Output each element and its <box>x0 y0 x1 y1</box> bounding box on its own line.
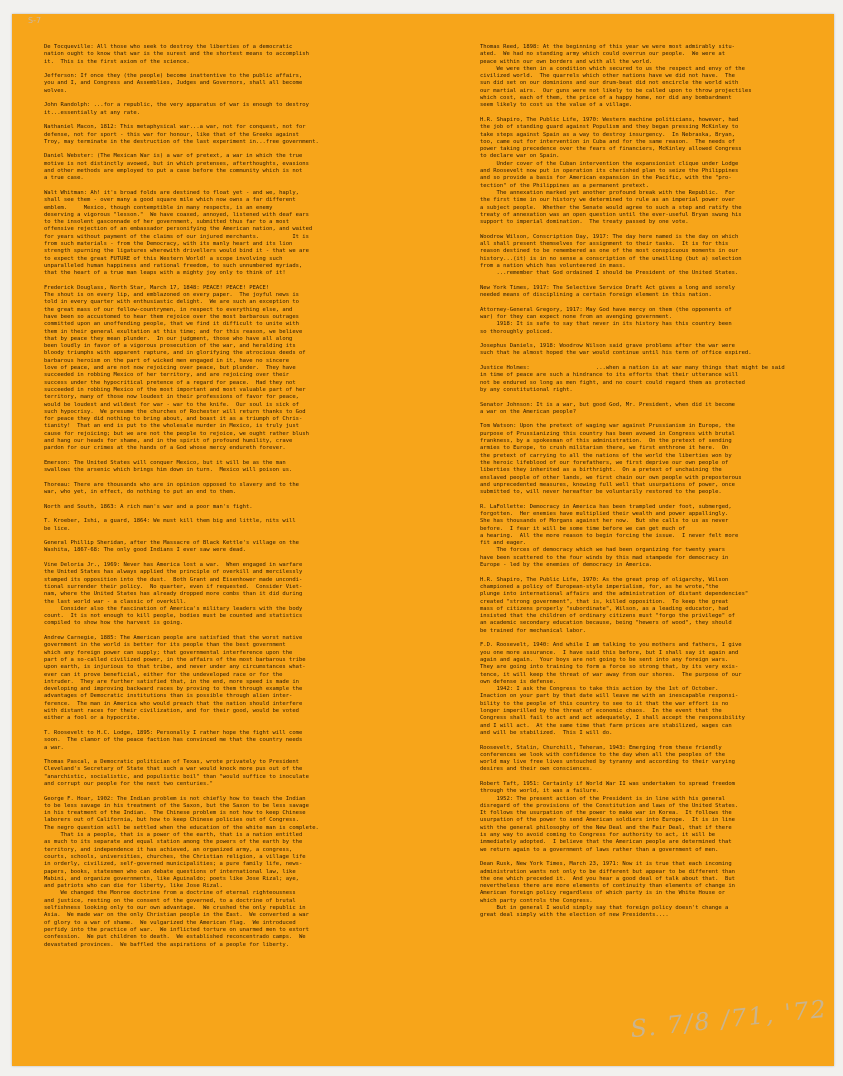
quote-line: De Tocqueville: All those who seek to destroy the liberties of a democratic <box>44 44 293 50</box>
quote-line: deserving a vigorous "lesson." We have coaxed, annoyed, listened with deaf ears <box>44 211 309 218</box>
quote-line: which party controls the Congress. <box>480 897 593 904</box>
quote-line: such hypocrisy. We presume the churches of Rochester will return thanks to God <box>44 408 306 415</box>
quote-paragraph <box>44 796 436 949</box>
quote-line: the one which preceded it. And you hear a good deal of talk about that. But <box>480 875 735 882</box>
quote-line: cause for rejoicing; but we are not the people to rejoice, we ought rather blush <box>44 430 309 437</box>
quote-paragraph <box>44 518 436 533</box>
quote-line: The negro question will be settled when the education of the white man is complete. <box>44 824 319 831</box>
quote-line: conferences we look with confidence to the day when all the peoples of the <box>480 751 726 758</box>
quote-line: love of peace, and are not now rejoicing over peace, but plunder. They have <box>44 365 296 372</box>
quote-line: Roosevelt, Stalin, Churchill, Teheran, 1943: Emerging from these friendly <box>480 744 722 751</box>
quote-paragraph <box>44 562 436 628</box>
quote-line: Senator Johnson: It is a war, but good God, Mr. President, when did it become <box>480 401 735 408</box>
quote-line: We changed the Monroe doctrine from a doctrine of eternal righteousness <box>44 890 296 897</box>
quote-paragraph <box>44 285 436 453</box>
quote-line: devastated provinces. We baffled the aspirations of a people for liberty. <box>44 941 290 948</box>
quote-line: ever can it prove beneficial, either for the undeveloped race or for the <box>44 671 283 678</box>
quote-paragraph <box>44 153 436 182</box>
quote-line: it...essentially at any rate. <box>44 109 141 116</box>
quote-line: ...remember that God ordained I should be President of the United States. <box>480 270 739 277</box>
quote-line: 1942: I ask the Congress to take this action by the 1st of October. <box>480 686 719 693</box>
quote-line: a subject people. Whether the Senate would agree to such a step and ratify the <box>480 204 742 211</box>
quote-line: war) for they can expect none from an avenging government. <box>480 313 673 320</box>
quote-line: "anarchistic, socialistic, and populistic boil" than "would suffice to inoculate <box>44 773 309 780</box>
quote-line: insisted that the children of ordinary citizens must "forgo the privilege" of <box>480 613 735 620</box>
quote-line: too, came out for intervention in Cuba and for the same reason. The needs of <box>480 138 735 145</box>
quote-line: stamped its opposition into the dust. Both Grant and Eisenhower made uncondi- <box>44 576 303 583</box>
quote-line: again and again. Your boys are not going to be sent into any foreign wars. <box>480 656 729 663</box>
quote-paragraph <box>44 460 436 475</box>
quote-line: fit and eager. <box>480 540 527 547</box>
quote-line: that by peace they mean plunder. In our judgment, those who have all along <box>44 335 293 342</box>
quote-paragraph <box>44 124 436 146</box>
quote-line: from a nation which has volunteered in mass. <box>480 262 626 269</box>
quote-line: R. LaFollette: Democracy in America has been trampled under foot, submerged, <box>480 503 732 510</box>
quote-line: territory, many of those now loudest in their professions of favor for peace, <box>44 394 299 401</box>
quote-line: treaty of annexation was an open question until the ever-useful Bryan swung his <box>480 211 742 218</box>
quote-paragraph <box>480 423 832 496</box>
quote-line: Thomas Reed, 1898: At the beginning of this year we were most admirably situ- <box>480 44 735 50</box>
quote-line: Vine Deloria Jr., 1969: Never has America lost a war. When engaged in warfare <box>44 562 303 569</box>
quote-paragraph <box>44 73 436 95</box>
quote-line: pardon for our crimes at the hands of a God whose mercy endureth forever. <box>44 445 286 452</box>
quote-line: 1918: It is safe to say that never in its history has this country been <box>480 321 732 328</box>
quote-line: T. Roosevelt to H.C. Lodge, 1895: Personally I rather hope the fight will come <box>44 729 303 736</box>
quote-line: administration wants not only to be different but appear to be different than <box>480 868 735 875</box>
quote-line: Justice Holmes: ...when a nation is at war many things that might be said <box>480 365 785 372</box>
quote-line: you one more assurance. I have said this before, but I shall say it again and <box>480 649 739 656</box>
quote-line: and will be stabilized. This I will do. <box>480 729 613 736</box>
quote-line: emblem. Mexico, though contemptible in many respects, is an enemy <box>44 204 273 211</box>
quote-line: Cleveland's Secretary of State that such a war would knock more pus out of the <box>44 766 303 773</box>
quote-line: succeeded in robbing Mexico of the most important and most valuable part of her <box>44 386 306 393</box>
quote-line: of glory to a war of shame. We vulgarized the American flag. We introduced <box>44 919 296 926</box>
quote-line: motive is not distinctly avowed, but in which pretenses, afterthoughts, evasions <box>44 160 309 167</box>
quote-line: Robert Taft, 1951: Certainly if World War II was undertaken to spread freedom <box>480 780 735 787</box>
quote-line: The forces of democracy which we had been organizing for twenty years <box>480 547 726 554</box>
quote-line: peace within our own borders and with all the world. <box>480 58 653 65</box>
quote-line: advantages of Democratic institutions than is possible through alien inter- <box>44 693 293 700</box>
quote-line: take steps against Spain as a way to destroy insurgency. In Nebraska, Bryan, <box>480 131 735 138</box>
quote-line: a war. <box>44 744 64 751</box>
quote-line: H.R. Shapiro, The Public Life, 1970: Western machine politicians, however, had <box>480 116 739 123</box>
quote-line: for years without payment of the claims of our injured merchants. It is <box>44 233 309 240</box>
quote-paragraph <box>44 504 436 511</box>
quote-line: them in their general exultation at this time; and for this reason, we believe <box>44 328 303 335</box>
quote-line: Under cover of the Cuban intervention the expansionist clique under Lodge <box>480 160 739 167</box>
quote-line: Josephus Daniels, 1918: Woodrow Wilson said grave problems after the war were <box>480 343 735 350</box>
quote-line: forgotten. Her enemies have multiplied their wealth and power appallingly. <box>480 511 729 517</box>
quote-line: New York Times, 1917: The Selective Service Draft Act gives a long and sorely <box>480 284 735 291</box>
quote-paragraph <box>480 861 832 919</box>
quote-line: strength spurning the ligatures wherewith drivellers would bind it - that we are <box>44 248 309 255</box>
quote-line: and unprecedented measures, knowing full well that usurpations of power, once <box>480 481 735 488</box>
quote-line: it. This is the first axiom of the science. <box>44 58 190 65</box>
quote-line: tence, it will keep the threat of war away from our shores. The purpose of our <box>480 671 742 678</box>
quote-line: Frederick Douglass, North Star, March 17, 1848: PEACE! PEACE! PEACE! <box>44 284 270 291</box>
quote-paragraph <box>44 44 436 66</box>
quote-line: nation ought to know that war is the surest and the shortest means to accomplish <box>44 51 309 58</box>
quote-line: and hang our heads for shame, and in the spirit of profound humility, crave <box>44 438 293 445</box>
quote-line: our martial airs. Our guns were not likely to be called upon to throw projectiles <box>480 87 752 94</box>
quote-line: all shall present themselves for assignment to their tasks. It is for this <box>480 241 729 248</box>
quote-line: selfishness looking only to our own advantage. We crushed the only republic in <box>44 905 306 912</box>
quote-line: usurpation of the power to send American soldiers into Europe. It is in line <box>480 817 735 824</box>
quote-line: It follows the usurpation of the power to make war in Korea. It follows the <box>480 810 732 817</box>
quote-line: Congress shall fail to act and act adequately, I shall accept the responsibility <box>480 715 745 722</box>
quote-line: frankness, by a spokesman of this administration. On the pretext of sending <box>480 438 732 445</box>
quote-paragraph <box>480 307 832 336</box>
quote-line: compiled to show how the harvest is going. <box>44 620 184 627</box>
quote-line: own defense is defense. <box>480 678 557 685</box>
quote-line: soon. The clamor of the peace faction has convinced me that the country needs <box>44 737 303 744</box>
quote-line: shall see them - over many a good square mile which now owns a far different <box>44 197 296 204</box>
quote-line: the last world war - a classic of overkill. <box>44 598 187 605</box>
quote-line: the great mass of our fellow-countrymen, in respect to everything else, and <box>44 306 293 313</box>
quote-line: from such materials - from the Democracy, with its manly heart and its lion <box>44 241 293 248</box>
quote-line: F.D. Roosevelt, 1940: And while I am talking to you mothers and fathers, I give <box>480 642 742 649</box>
quote-paragraph <box>480 577 832 635</box>
quote-paragraph <box>480 745 832 774</box>
quote-line: reason destined to be remembered as one of the most conspicuous moments in our <box>480 248 739 255</box>
quote-line: Europe - led by the enemies of democracy in America. <box>480 562 653 569</box>
quote-line: count. It is not enough to kill people, bodies must be counted and statistics <box>44 613 303 620</box>
quote-line: to the insolent gasconnade of her government, submitted thus far to a most <box>44 219 290 226</box>
quote-line: power taking precedence over the fears of financiers, McKinley allowed Congress <box>480 146 742 153</box>
quote-line: with distant races for their civilization, and for their good, would be voted <box>44 708 299 715</box>
quote-line: in time of peace are such a hindrance to its efforts that their utterance will <box>480 372 739 379</box>
quote-line: bility to the people of this country to see to it that the war effort is no <box>480 700 729 707</box>
quote-line: to be less savage in his treatment of the Saxon, but the Saxon to be less savage <box>44 802 309 809</box>
quote-line: They are going into training to form a force so strong that, by its very exis- <box>480 664 739 671</box>
quote-paragraph <box>480 365 832 394</box>
quote-line: territory, and independence it has achieved, an organized army, a congress, <box>44 846 293 853</box>
quote-line: George F. Hoar, 1902: The Indian problem is not chiefly how to teach the Indian <box>44 795 306 802</box>
quote-line: Daniel Webster: (The Mexican War is) a war of pretext, a war in which the true <box>44 153 303 160</box>
quote-line: The shout is on every lip, and emblazoned on every paper. The joyful news is <box>44 292 299 299</box>
quote-paragraph <box>44 482 436 497</box>
quote-line: intruder. They are further satisfied that, in the end, more speed is made in <box>44 678 299 685</box>
quote-line: as much to its separate and equal station among the powers of the earth by the <box>44 839 303 846</box>
quote-line: mass of citizens properly "subordinate", Wilson, as a leading educator, had <box>480 605 729 612</box>
quote-line: longer imperilled by the threat of economic chaos. In the event that the <box>480 708 722 715</box>
quote-line: created "strong government", that is, killed opposition. To keep the great <box>480 598 729 605</box>
quote-line: John Randolph: ...for a republic, the very apparatus of war is enough to destroy <box>44 102 309 109</box>
quote-line: world may live free lives untouched by tyranny and according to their varying <box>480 759 735 766</box>
quote-line: with the general philosophy of the New Deal and the Fair Deal, that if there <box>480 824 732 831</box>
quote-line: sun did set on our dominions and our drum-beat did not encircle the world with <box>480 80 739 87</box>
quote-line: have been scattered to the four winds by this mad stampede for democracy in <box>480 554 729 561</box>
quote-paragraph <box>480 781 832 854</box>
quote-line: and Roosevelt now put in operation its cherished plan to seize the Philippines <box>480 168 739 175</box>
quote-line: and corrupt our people for the next two centuries." <box>44 780 213 787</box>
quote-paragraph <box>480 285 832 300</box>
quote-line: immediately adopted. I believe that the American people are determined that <box>480 839 732 846</box>
quote-line: Inaction on your part by that date will leave me with an inescapable responsi- <box>480 693 739 700</box>
quote-line: that the heart of a true man leaps with a mighty joy only to think of it! <box>44 270 286 277</box>
quote-paragraph <box>44 759 436 788</box>
quote-paragraph <box>480 234 832 278</box>
quote-line: nam, where the United States has already dropped more combs than it did during <box>44 591 303 598</box>
quote-line: offensive rejection of an embassador personifying the American nation, and waited <box>44 226 313 233</box>
quote-line: and I will act. At the same time that farm prices are stabilized, wages can <box>480 722 732 729</box>
quote-line: needed means of disciplining a certain foreign element in this nation. <box>480 292 712 299</box>
quote-line: Emerson: The United States will conquer Mexico, but it will be as the man <box>44 459 286 466</box>
quote-line: to expect the great FUTURE of this Western World! a scope involving such <box>44 255 283 262</box>
quote-line: be lice. <box>44 525 71 532</box>
quote-line: is any way to avoid coming to Congress for authority to act, it will be <box>480 832 716 839</box>
quote-line: in orderly, civilized, self-governed municipalities; a pure family life, news- <box>44 861 303 868</box>
quote-line: defense, not for sport - this war for honour, like that of the Greeks against <box>44 131 299 138</box>
quote-line: so thoroughly policed. <box>480 328 553 335</box>
quote-line: wolves. <box>44 87 68 94</box>
quote-line: and patriots who can die for liberty, like Jose Rizal. <box>44 883 223 890</box>
quote-paragraph <box>480 642 832 737</box>
quote-line: war, who yet, in effect, do nothing to put an end to them. <box>44 489 237 496</box>
quote-line: an academic secondary education because, being "hewers of wood", they should <box>480 620 732 627</box>
quote-line: and so provide a basis for American expansion in the Pacific, with the "pro- <box>480 175 732 182</box>
quote-line: and other methods are employed to put a case before the community which is not <box>44 168 303 175</box>
quote-line: The annexation marked yet another profound break with the Republic. For <box>480 189 735 196</box>
quote-line: through the world, it was a failure. <box>480 788 600 795</box>
quote-line: succeeded in robbing Mexico of her territory, and are rejoicing over their <box>44 372 290 379</box>
quote-line: a true case. <box>44 175 84 182</box>
orange-printed-sheet <box>12 14 834 1066</box>
quote-line: laborers out of California, but how to keep Chinese policies out of Congress. <box>44 817 299 824</box>
quote-line: developing and improving backward races by proving to them through example the <box>44 686 303 693</box>
quote-line: government in the world is better for its people than the best government <box>44 642 286 649</box>
quote-line: Thomas Pascal, a Democratic politician of Texas, wrote privately to President <box>44 759 299 766</box>
quote-line: ated. We had no standing army which could overrun our people. We were at <box>480 51 726 58</box>
quote-line: Tom Watson: Upon the pretext of waging war against Prussianism in Europe, the <box>480 423 735 430</box>
quote-line: Troy, may terminate in the destruction of the last experiment in...free government. <box>44 138 319 145</box>
quote-line: been loudly in favor of a vigorous prosecution of the war, and heralding its <box>44 343 296 350</box>
right-text-column <box>480 44 832 927</box>
quote-line: such that he almost hoped the war would continue until his term of office expired. <box>480 350 752 357</box>
quote-line: the pretext of carrying to all the nations of the world the liberties won by <box>480 452 732 459</box>
quote-line: part of a so-called civilized power, in the affairs of the most barbarous tribe <box>44 656 306 663</box>
quote-line: nevertheless there are more elements of continuity than elements of change in <box>480 883 735 890</box>
quote-line: to declare war on Spain. <box>480 153 560 160</box>
quote-line: purpose of Prussianizing this country has been avowed in Congress with brutal <box>480 430 735 437</box>
quote-paragraph <box>480 343 832 358</box>
quote-line: Andrew Carnegie, 1885: The American people are satisfied that the worst native <box>44 635 303 642</box>
quote-line: General Phillip Sheridan, after the Massacre of Black Kettle's village on the <box>44 540 299 547</box>
quote-line: Walt Whitman: Ah! it's broad folds are destined to float yet - and we, haply, <box>44 189 299 196</box>
quote-paragraph <box>44 102 436 117</box>
quote-line: But in general I would simply say that foreign policy doesn't change a <box>480 905 729 912</box>
quote-line: before. I fear it will be some time before we can get much of <box>480 525 686 532</box>
quote-line: championed a policy of European-style imperialism, for, as he wrote,"the <box>480 583 719 590</box>
quote-line: committed upon an unoffending people, that we find it difficult to unite with <box>44 321 299 328</box>
quote-line: submitted to, will never hereafter be voluntarily restored to the people. <box>480 489 722 496</box>
quote-line: and justice, resting on the consent of the governed, to a doctrine of brutal <box>44 897 296 904</box>
quote-line: desires and their own consciences. <box>480 766 593 773</box>
quote-line: have been so accustomed to hear them rejoice over the most barbarous outrages <box>44 313 299 320</box>
quote-line: be trained for mechanical labor. <box>480 627 586 634</box>
quote-line: We were then in a condition which secured to us the respect and envy of the <box>480 65 745 72</box>
quote-line: T. Kroeber, Ishi, a guard, 1864: We must kill them big and little, nits will <box>44 518 296 525</box>
quote-line: courts, schools, universities, churches, the Christian religion, a village life <box>44 853 306 860</box>
quote-line: Dean Rusk, New York Times, March 23, 1971: Now it is true that each incoming <box>480 861 732 868</box>
quote-line: confession. We put children to death. We established reconcentrado camps. We <box>44 934 306 941</box>
quote-line: H.R. Shapiro, The Public Life, 1970: As the great prop of oligarchy, Wilson <box>480 576 729 583</box>
quote-line: American foreign policy regardless of which party is in the White House or <box>480 890 726 897</box>
quote-line: seem likely to cost us the value of a village. <box>480 102 633 109</box>
quote-line: 1952: The present action of the President is in line with his general <box>480 795 726 802</box>
quote-line: a hearing. All the more reason to begin forcing the issue. I never felt more <box>480 532 739 539</box>
quote-line: unparalleled human happiness and rational freedom, to such unnumbered myriads, <box>44 262 303 269</box>
quote-paragraph <box>44 730 436 752</box>
quote-line: tional surrender their policy. No quarter, even if requested. Consider Viet- <box>44 583 303 590</box>
quote-line: She has thousands of Morgans against her now. But she calls to us as never <box>480 518 729 525</box>
quote-line: for peace they did nothing to bring about, and boast it as a triumph of Chris- <box>44 416 303 423</box>
quote-line: Washita, 1867-68: The only good Indians I ever saw were dead. <box>44 547 246 554</box>
quote-line: upon earth, is injurious to that tribe, and never under any circumstances what- <box>44 664 306 671</box>
quote-line: we return again to a government of laws rather than a government of men. <box>480 846 719 853</box>
quote-paragraph <box>44 540 436 555</box>
quote-line: liberties they inherited as a birthright. On a pretext of unchaining the <box>480 467 722 474</box>
quote-line: That is a people, that is a power of the earth, that is a nation entitled <box>44 832 303 839</box>
left-text-column <box>44 44 436 956</box>
quote-line: Consider also the fascination of America's military leaders with the body <box>44 605 303 612</box>
quote-line: the first time in our history we determined to rule as an imperial power over <box>480 197 735 204</box>
quote-line: in his treatment of the Indian. The Chinese problem is not how to keep Chinese <box>44 810 306 817</box>
quote-paragraph <box>480 402 832 417</box>
quote-line: tianity! That an end is put to the wholesale murder in Mexico, is truly just <box>44 423 299 430</box>
quote-line: the job of standing guard against Populism and they began pressing McKinley to <box>480 124 739 131</box>
quote-line: barbarous heroism on the part of wicked men engaged in it, have no sincere <box>44 357 290 364</box>
quote-line: either a fool or a hypocrite. <box>44 715 141 722</box>
pencil-mark: S-7 <box>28 16 42 25</box>
quote-line: which cost, each of them, the price of a happy home, nor did any bombardment <box>480 95 732 102</box>
quote-paragraph <box>44 190 436 278</box>
quote-line: swallows the arsenic which brings him down in turn. Mexico will poison us. <box>44 467 293 474</box>
quote-line: a war on the American people? <box>480 408 577 415</box>
quote-line: bloody triumphs with apparent rapture, and in glorifying the atrocious deeds of <box>44 350 306 357</box>
quote-line: Nathaniel Macon, 1812: This metaphysical war...a war, not for conquest, not for <box>44 124 306 131</box>
quote-line: armies to Europe, to crush militarism there, we first enthrone it here. On <box>480 445 729 452</box>
quote-line: enslaved people of other lands, we first chain our own people with preposterous <box>480 474 742 481</box>
quote-line: Asia. We made war on the only Christian people in the East. We converted a war <box>44 912 309 919</box>
quote-line: Woodrow Wilson, Conscription Day, 1917: The day here named is the day on which <box>480 233 739 240</box>
quote-line: great deal simply with the election of new Presidents.... <box>480 912 669 919</box>
quote-line: plunge into international affairs and the administration of distant dependencies" <box>480 591 749 598</box>
quote-line: ference. The man in America who would preach that the nation should interfere <box>44 700 303 707</box>
quote-line: support to imperial domination. The treaty passed by one vote. <box>480 219 689 226</box>
quote-line: Mabini, and organize governments, like Aguinaldo; poets like Jose Rizal; aye, <box>44 875 299 882</box>
quote-line: success under the hypocritical pretence of a regard for peace. Had they not <box>44 379 296 386</box>
quote-paragraph <box>480 504 832 570</box>
quote-line: perfidy into the practice of war. We inflicted torture on unarmed men to extort <box>44 926 309 933</box>
quote-line: papers, books, statesmen who can debate questions of international law, like <box>44 868 296 875</box>
quote-line: Thoreau: There are thousands who are in opinion opposed to slavery and to the <box>44 481 299 488</box>
quote-line: you and I, and Congress and Assemblies, Judges and Governors, shall all become <box>44 80 303 87</box>
quote-line: history...(it) is in no sense a conscription of the unwilling (but a) selection <box>480 255 742 262</box>
quote-line: tection" of the Philippines as a permanent pretext. <box>480 182 649 189</box>
quote-line: North and South, 1863: A rich man's war and a poor man's fight. <box>44 503 253 510</box>
quote-paragraph <box>44 635 436 723</box>
quote-line: the United States has always applied the principle of overkill and mercilessly <box>44 569 303 576</box>
quote-line: civilized world. The quarrels which other nations have we did not have. The <box>480 73 735 80</box>
quote-paragraph <box>480 117 832 226</box>
quote-line: told in every quarter with enthusiastic delight. We are such an exception to <box>44 299 299 306</box>
quote-line: by any constitutional right. <box>480 386 573 393</box>
quote-paragraph <box>480 44 832 110</box>
quote-line: disregard of the provisions of the Constitution and laws of the United States. <box>480 802 739 809</box>
quote-line: Jefferson: If once they (the people) become inattentive to the public affairs, <box>44 73 303 80</box>
quote-line: not be endured so long as men fight, and no court could regard them as protected <box>480 379 745 386</box>
pencil-signature: S. 7/8 /71, '72 <box>629 994 830 1044</box>
quote-line: the heroic lifeblood of our forefathers, we first deprive our own people of <box>480 459 729 466</box>
quote-line: Attorney-General Gregory, 1917: May God have mercy on them (the opponents of <box>480 306 732 313</box>
quote-line: which any foreign power can supply; that governmental interference upon the <box>44 649 293 656</box>
quote-line: would be loudest and wildest for war - war to the knife. Our soul is sick of <box>44 401 299 408</box>
